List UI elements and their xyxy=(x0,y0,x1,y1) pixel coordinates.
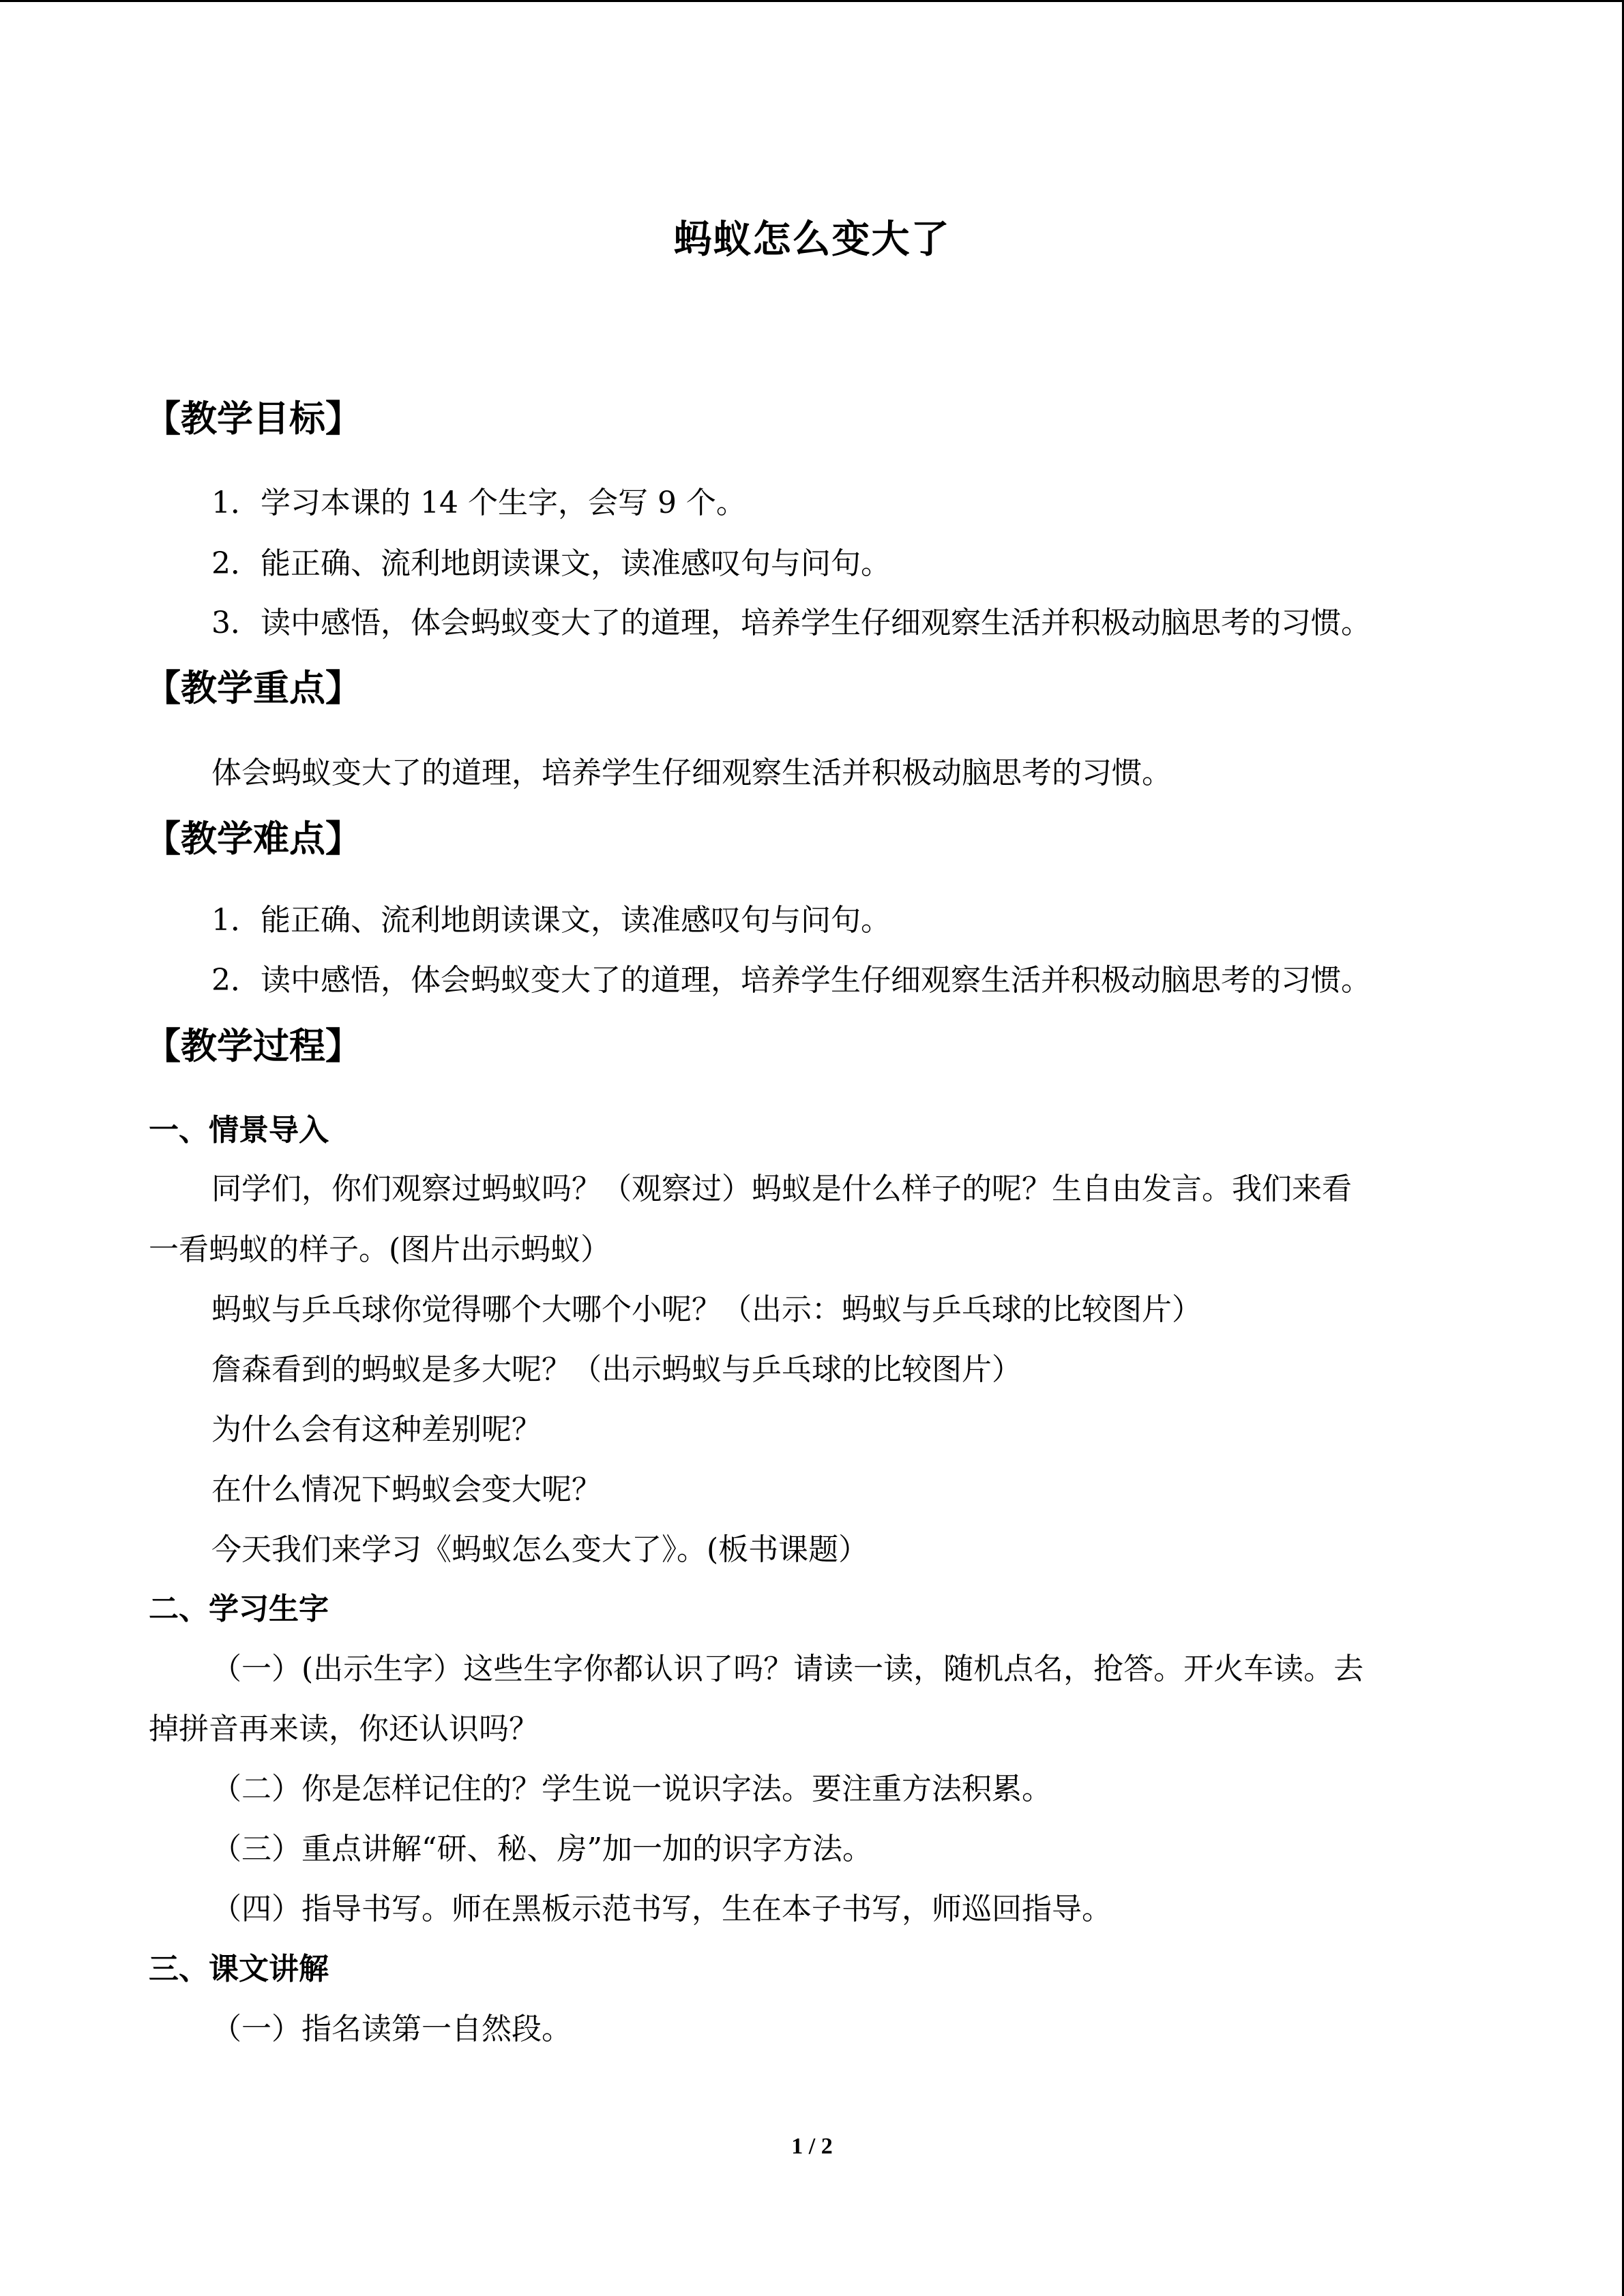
process-part2-line-1: （一）(出示生字）这些生字你都认识了吗？请读一读，随机点名，抢答。开火车读。去 xyxy=(211,1652,1364,1686)
section-heading-process: 【教学过程】 xyxy=(145,1026,361,1067)
process-part3-heading: 三、课文讲解 xyxy=(149,1952,329,1986)
page-number: 1 / 2 xyxy=(791,2134,833,2159)
section-heading-goals: 【教学目标】 xyxy=(145,398,361,440)
process-part1-line-1: 同学们，你们观察过蚂蚁吗？（观察过）蚂蚁是什么样子的呢？生自由发言。我们来看 xyxy=(211,1172,1352,1206)
process-part2-heading: 二、学习生字 xyxy=(149,1592,329,1626)
difficulty-item-2: 2．读中感悟，体会蚂蚁变大了的道理，培养学生仔细观察生活并积极动脑思考的习惯。 xyxy=(211,963,1371,998)
section-heading-key-points: 【教学重点】 xyxy=(145,668,361,709)
process-part1-line-3: 蚂蚁与乒乓球你觉得哪个大哪个小呢？（出示：蚂蚁与乒乓球的比较图片） xyxy=(211,1292,1202,1327)
process-part2-line-2: 掉拼音再来读，你还认识吗？ xyxy=(149,1712,539,1746)
process-part1-line-7: 今天我们来学习《蚂蚁怎么变大了》。(板书课题） xyxy=(211,1532,869,1567)
process-part1-heading: 一、情景导入 xyxy=(149,1113,329,1148)
document-title: 蚂蚁怎么变大了 xyxy=(673,218,951,262)
section-heading-difficulties: 【教学难点】 xyxy=(145,818,361,860)
goal-item-2: 2．能正确、流利地朗读课文，读准感叹句与问句。 xyxy=(211,546,891,581)
process-part3-line-1: （一）指名读第一自然段。 xyxy=(211,2012,572,2046)
process-part1-line-4: 詹森看到的蚂蚁是多大呢？（出示蚂蚁与乒乓球的比较图片） xyxy=(211,1352,1022,1387)
process-part2-line-4: （三）重点讲解“研、秘、房”加一加的识字方法。 xyxy=(211,1832,872,1866)
difficulty-item-1: 1．能正确、流利地朗读课文，读准感叹句与问句。 xyxy=(211,903,891,938)
goal-item-1: 1．学习本课的 14 个生字，会写 9 个。 xyxy=(211,486,746,520)
page-top-border xyxy=(0,0,1624,2)
process-part2-line-3: （二）你是怎样记住的？学生说一说识字法。要注重方法积累。 xyxy=(211,1772,1052,1806)
process-part2-line-5: （四）指导书写。师在黑板示范书写，生在本子书写，师巡回指导。 xyxy=(211,1892,1112,1926)
process-part1-line-5: 为什么会有这种差别呢？ xyxy=(211,1412,542,1447)
goal-item-3: 3．读中感悟，体会蚂蚁变大了的道理，培养学生仔细观察生活并积极动脑思考的习惯。 xyxy=(211,606,1371,640)
process-part1-line-2: 一看蚂蚁的样子。(图片出示蚂蚁） xyxy=(149,1232,611,1267)
process-part1-line-6: 在什么情况下蚂蚁会变大呢？ xyxy=(211,1472,602,1507)
key-points-text: 体会蚂蚁变大了的道理，培养学生仔细观察生活并积极动脑思考的习惯。 xyxy=(211,756,1172,790)
